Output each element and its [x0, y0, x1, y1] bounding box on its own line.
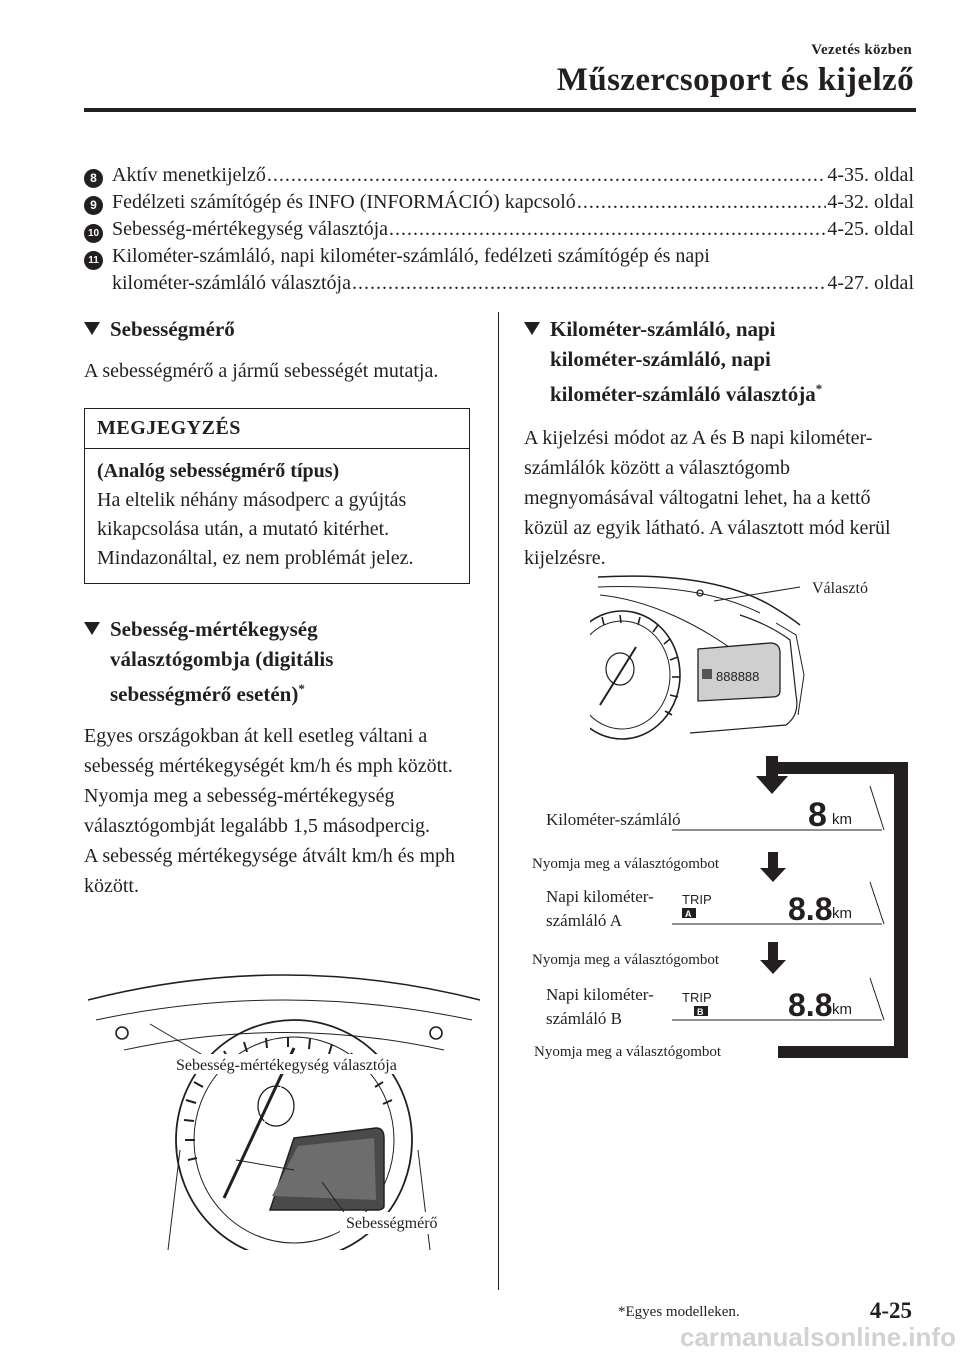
reference-page: 4-25. oldal: [827, 218, 914, 240]
row-label-trip-b: Napi kilométer-: [546, 985, 654, 1004]
trip-b-unit: km: [832, 1001, 852, 1018]
row-label-trip-a: Napi kilométer-: [546, 887, 654, 906]
triangle-bullet-icon: [84, 622, 100, 635]
note-subheading: (Analóg sebességmérő típus): [97, 460, 340, 482]
trip-letter-a: A: [685, 909, 692, 919]
speedometer-heading: Sebességmérő: [84, 314, 470, 344]
reference-item: [84, 162, 914, 189]
trip-a-unit: km: [832, 905, 852, 922]
reference-page: 4-27. oldal: [827, 272, 914, 294]
trip-label: TRIP: [682, 990, 712, 1005]
needle: [600, 647, 636, 705]
footnote: *Egyes modelleken.: [618, 1304, 740, 1320]
unit-selector-text: Egyes országokban át kell esetleg váltani a sebesség mértékegységét km/h és mph között. Nyomja meg a sebesség-mértékegység választógombját legalább 1,5 másodpercig. A sebesség mértékegysége átvált km/h és mph között.: [84, 725, 456, 897]
knob-left-icon: [116, 1027, 128, 1039]
reference-item-continued: [84, 270, 914, 297]
down-arrow-icon: [756, 756, 788, 794]
reference-page: 4-32. oldal: [827, 191, 914, 213]
reference-item: [84, 189, 914, 216]
odometer-text: A kijelzési módot az A és B napi kilométer-számlálók között a választógomb megnyomásával váltogatni lehet, ha a kettő közül az egyik látható. A választott mód kerül kijelzésre.: [524, 427, 891, 569]
press-instruction: Nyomja meg a választógombot: [534, 1044, 722, 1060]
reference-text: Sebesség-mértékegység választója: [112, 218, 389, 240]
item-number: 8: [84, 169, 103, 188]
reference-list: [84, 162, 914, 297]
trip-label: TRIP: [682, 892, 712, 907]
figure-label-speedometer: Sebességmérő: [346, 1215, 438, 1232]
triangle-bullet-icon: [84, 322, 100, 335]
watermark: carmanualsonline.info: [680, 1322, 956, 1352]
item-number: 9: [84, 196, 103, 215]
cluster-hood-outline: [88, 975, 480, 1000]
column-divider: [498, 312, 499, 1290]
cluster-odometer-digits: 888888: [716, 669, 760, 684]
reference-text: Kilométer-számláló, napi kilométer-számláló, fedélzeti számítógép és napi: [112, 245, 710, 267]
speedometer-text: A sebességmérő a jármű sebességét mutatja.: [84, 360, 439, 382]
cluster-figure-digital: [84, 960, 484, 1250]
figure-label-selector: Választó: [812, 580, 868, 597]
item-number: 11: [84, 251, 103, 270]
note-heading: MEGJEGYZÉS: [85, 409, 469, 449]
leader-dots: [352, 270, 826, 296]
trip-letter-b: B: [697, 1007, 704, 1017]
figure-label-unit-selector: Sebesség-mértékegység választója: [176, 1057, 397, 1074]
right-column: [524, 314, 924, 573]
model-asterisk: *: [815, 381, 823, 396]
reference-item: [84, 216, 914, 243]
odometer-unit: km: [832, 811, 852, 828]
reference-item: [84, 243, 914, 270]
left-column: [84, 314, 470, 901]
down-arrow-icon: [760, 852, 786, 882]
reference-text: Aktív menetkijelző: [112, 164, 266, 186]
press-instruction: Nyomja meg a választógombot: [532, 856, 720, 872]
note-box: [84, 408, 470, 584]
down-arrow-icon: [760, 942, 786, 974]
cluster-hood-outline: [598, 576, 800, 625]
unit-selector-heading: Sebesség-mértékegység választógombja (digitális sebességmérő esetén)*: [84, 614, 470, 709]
item-number: 10: [84, 224, 103, 243]
section-label: Vezetés közben: [811, 42, 912, 58]
model-asterisk: *: [298, 681, 305, 696]
reference-text: Fedélzeti számítógép és INFO (INFORMÁCIÓ) kapcsoló: [112, 191, 576, 213]
leader-dots: [267, 162, 826, 188]
page-number: 4-25: [869, 1298, 912, 1323]
trip-b-digits: 8.8: [788, 987, 833, 1023]
trip-a-digits: 8.8: [788, 891, 833, 927]
row-label-trip-a-2: számláló A: [546, 911, 623, 930]
mode-cycle-diagram: [522, 756, 922, 1070]
press-instruction: Nyomja meg a választógombot: [532, 952, 720, 968]
header-rule: [84, 108, 916, 112]
odometer-digits: 8: [808, 796, 827, 834]
leader-dots: [389, 216, 826, 242]
row-label-odometer: Kilométer-számláló: [546, 810, 681, 829]
triangle-bullet-icon: [524, 322, 540, 335]
leader-dots: [577, 189, 827, 215]
note-text: Ha eltelik néhány másodperc a gyújtás kikapcsolása után, a mutató kitérhet. Mindazonáltal, ez nem problémát jelez.: [97, 489, 414, 569]
page-title: Műszercsoport és kijelző: [556, 62, 914, 98]
odometer-heading: Kilométer-számláló, napi kilométer-számláló, napi kilométer-számláló választója*: [524, 314, 924, 409]
knob-right-icon: [430, 1027, 442, 1039]
cluster-figure-odometer: [590, 565, 920, 745]
row-label-trip-b-2: számláló B: [546, 1009, 623, 1028]
reference-page: 4-35. oldal: [827, 164, 914, 186]
reference-text: kilométer-számláló választója: [112, 272, 351, 294]
